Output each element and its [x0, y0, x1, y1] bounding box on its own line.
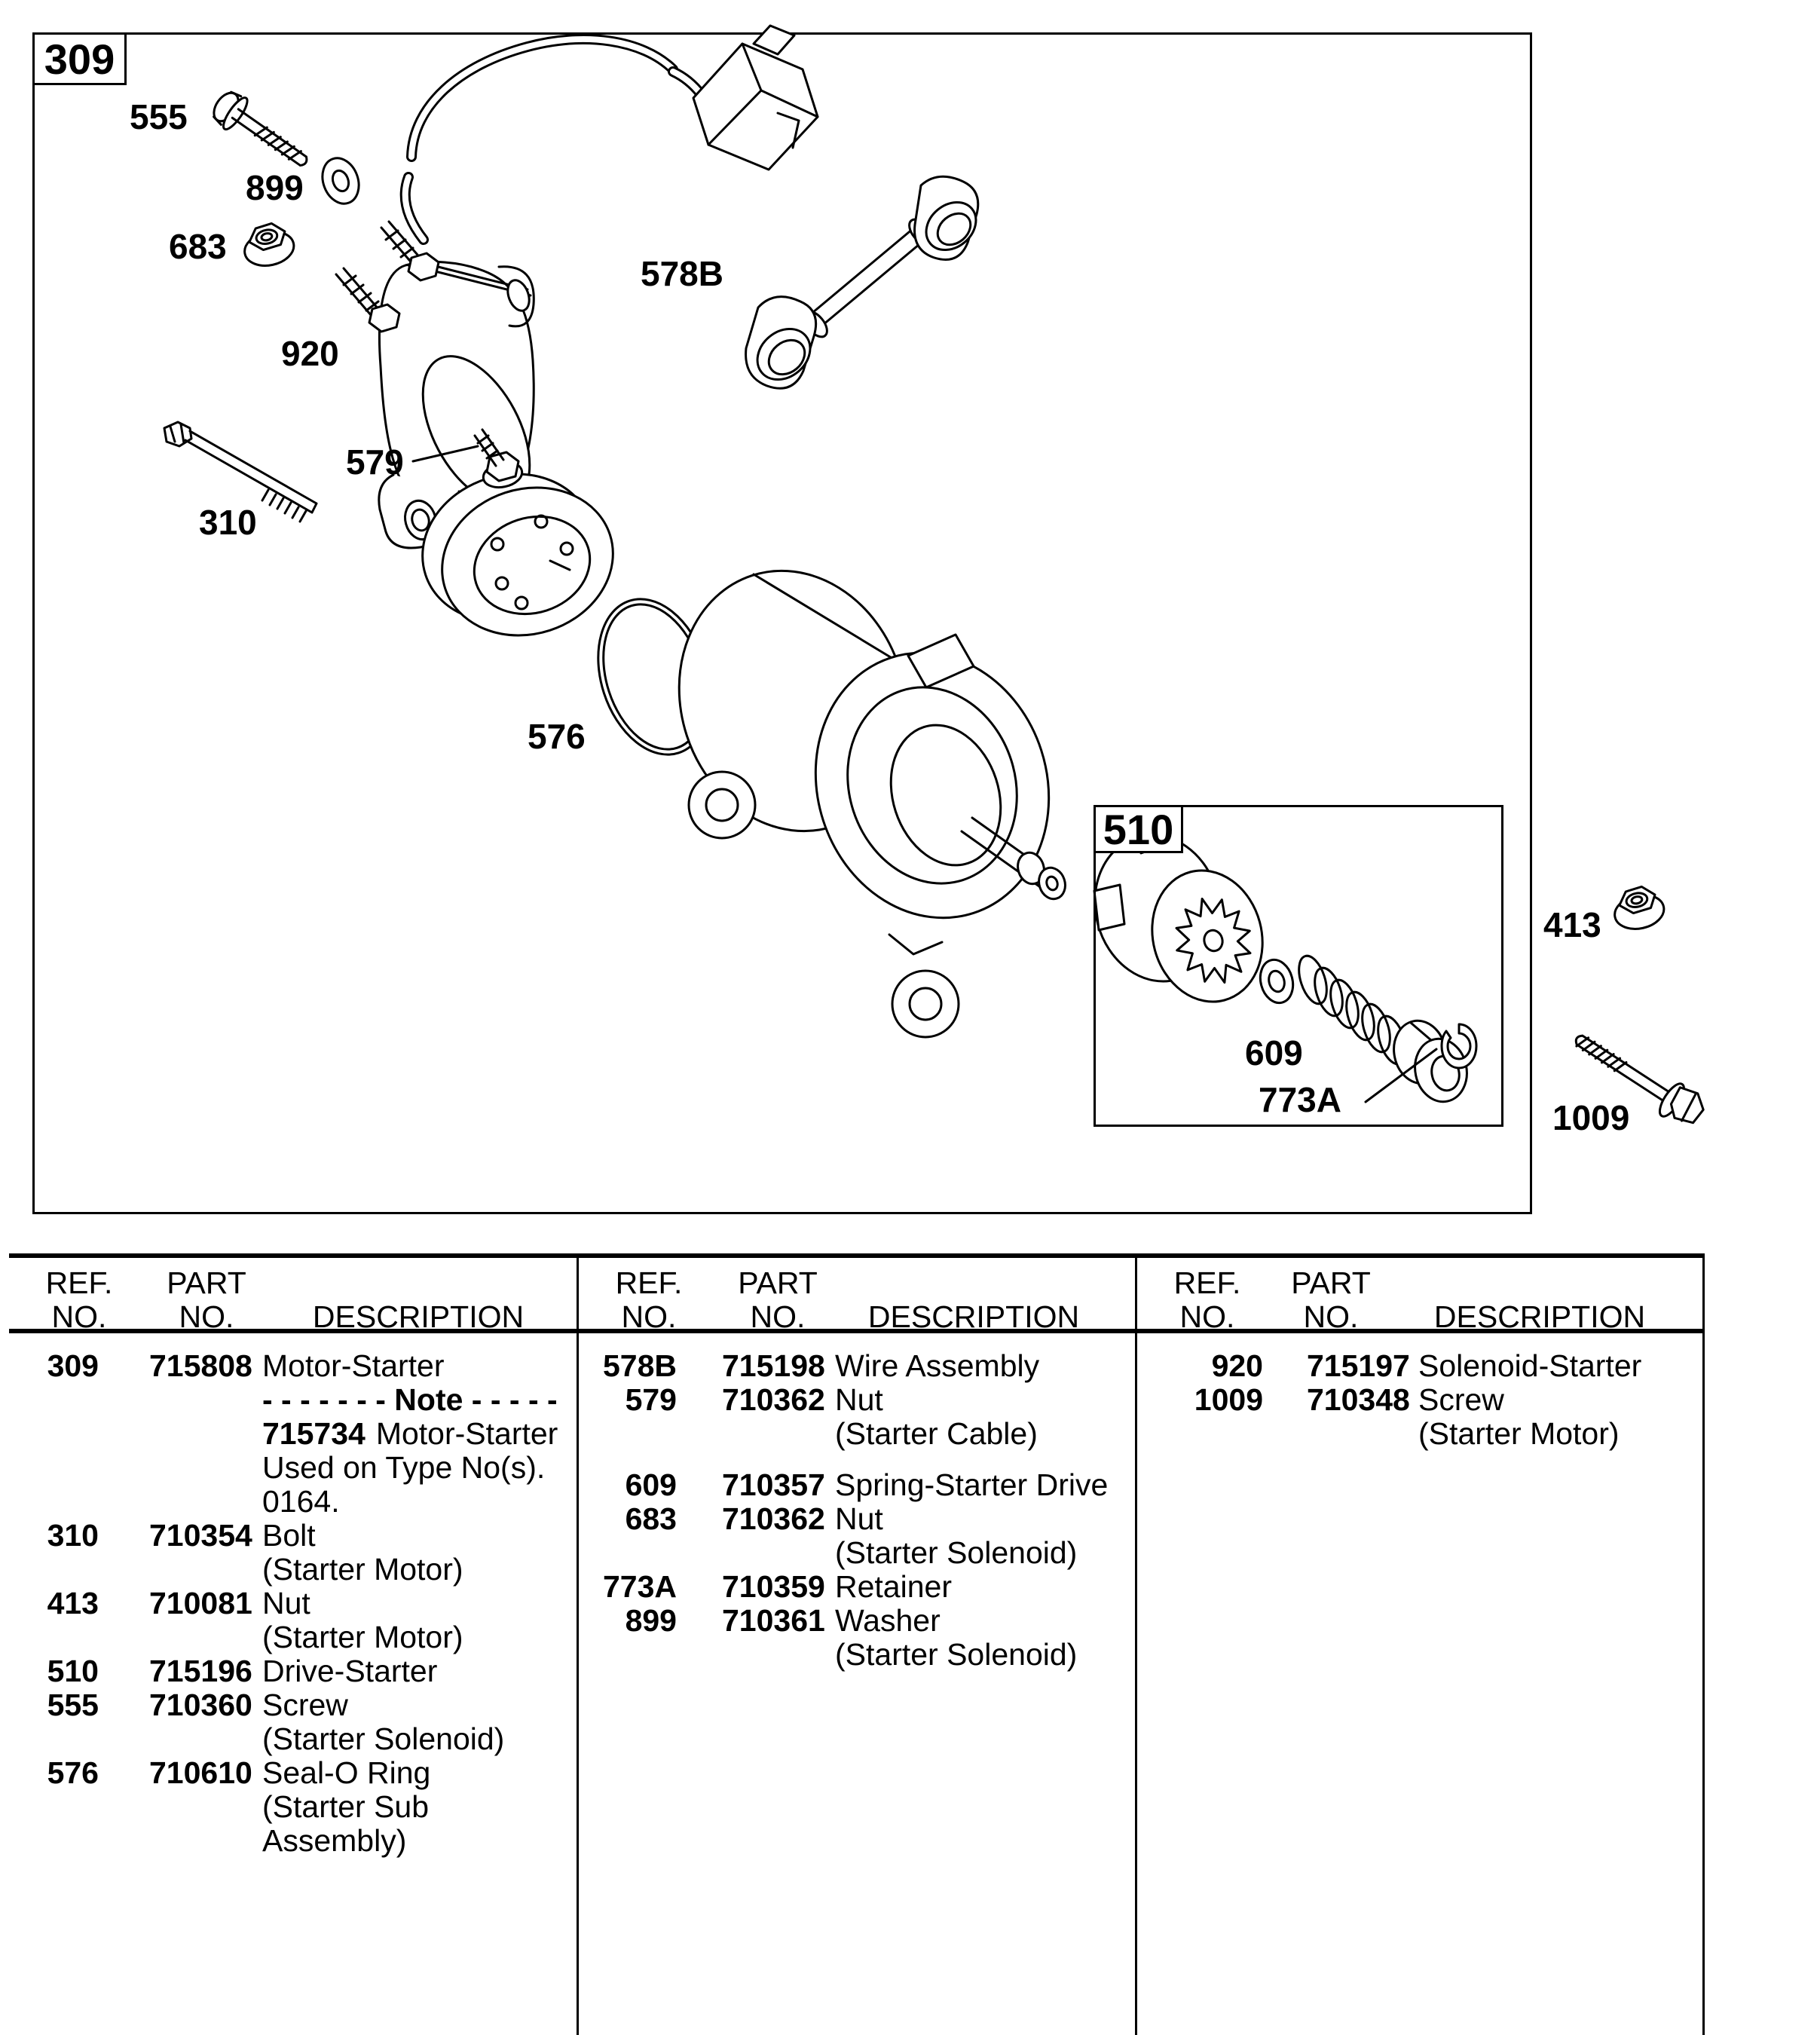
- label-wire-assembly-578b: 578B: [641, 254, 723, 293]
- table-row: 773A 710359 Retainer: [602, 1569, 952, 1604]
- table-row: 899 710361 Washer: [625, 1603, 941, 1638]
- col2-header-part: PART NO.: [738, 1265, 818, 1334]
- inset-callout-510: [1094, 805, 1183, 853]
- table-row: (Starter Solenoid): [835, 1535, 1078, 1570]
- motor-body-art: [646, 541, 1082, 1037]
- table-row: 578B 715198 Wire Assembly: [602, 1348, 1040, 1383]
- col3-header-description: DESCRIPTION: [1433, 1299, 1646, 1334]
- nut-683-art: [240, 220, 297, 271]
- table-row: (Starter Solenoid): [262, 1721, 505, 1756]
- col2-header-ref: REF. NO.: [615, 1265, 683, 1334]
- table-row: 510 715196 Drive-Starter: [47, 1654, 438, 1688]
- col1-header-part: PART NO.: [167, 1265, 246, 1334]
- table-row: Used on Type No(s).: [262, 1450, 546, 1485]
- table-column-2: [577, 1349, 1135, 1672]
- label-bolt-310: 310: [199, 503, 257, 542]
- inset-view-number: 510: [1103, 805, 1174, 853]
- table-column-3: [1135, 1349, 1702, 1451]
- table-row: 0164.: [262, 1484, 340, 1519]
- table-column-1: [9, 1349, 577, 1858]
- washer-899-art: [317, 153, 365, 209]
- table-row: (Starter Motor): [1418, 1416, 1620, 1451]
- table-row: 555 710360 Screw: [47, 1688, 348, 1722]
- label-spring-609: 609: [1245, 1033, 1303, 1073]
- nut-413-art: [1610, 883, 1667, 934]
- label-nut-683: 683: [169, 227, 227, 266]
- label-screw-555: 555: [130, 97, 188, 136]
- main-view-number: 309: [44, 35, 115, 83]
- table-row: 920 715197 Solenoid-Starter: [1211, 1348, 1642, 1383]
- table-right-rule: [1702, 1253, 1705, 2035]
- table-row: 579 710362 Nut: [625, 1382, 883, 1417]
- table-row: 715734 Motor-Starter: [262, 1416, 558, 1451]
- label-washer-899: 899: [246, 168, 304, 207]
- table-row: (Starter Motor): [262, 1552, 463, 1587]
- label-nut-579: 579: [346, 442, 404, 482]
- label-seal-o-ring-576: 576: [528, 717, 586, 756]
- col1-header-ref: REF. NO.: [45, 1265, 113, 1334]
- table-row: (Starter Solenoid): [835, 1637, 1078, 1672]
- screw-555-art: [207, 86, 317, 178]
- col3-header-ref: REF. NO.: [1173, 1265, 1241, 1334]
- wire-assembly-578b-art: [746, 176, 986, 390]
- table-row: (Starter Motor): [262, 1620, 463, 1654]
- label-solenoid-920: 920: [281, 334, 339, 373]
- table-row: 310 710354 Bolt: [47, 1518, 316, 1553]
- table-row: 413 710081 Nut: [47, 1586, 310, 1620]
- table-row: 683 710362 Nut: [625, 1501, 883, 1536]
- wire-and-connector-art: [405, 26, 818, 240]
- table-row: 609 710357 Spring-Starter Drive: [625, 1467, 1109, 1502]
- table-row: 309 715808 Motor-Starter: [47, 1348, 445, 1383]
- table-row: 576 710610 Seal-O Ring: [47, 1755, 431, 1790]
- col3-header-part: PART NO.: [1291, 1265, 1371, 1334]
- table-row: (Starter Sub: [262, 1789, 430, 1824]
- col2-header-description: DESCRIPTION: [867, 1299, 1080, 1334]
- label-retainer-773a: 773A: [1259, 1080, 1341, 1119]
- label-screw-1009: 1009: [1552, 1098, 1630, 1137]
- table-row: - - - - - - - Note - - - - -: [262, 1382, 558, 1417]
- table-top-rule: [9, 1253, 1705, 1258]
- label-nut-413: 413: [1543, 905, 1601, 944]
- table-row: 1009 710348 Screw: [1194, 1382, 1504, 1417]
- col1-header-description: DESCRIPTION: [312, 1299, 525, 1334]
- table-row-spacer: [577, 1451, 1135, 1468]
- table-row: (Starter Cable): [835, 1416, 1038, 1451]
- table-row: Assembly): [262, 1823, 407, 1858]
